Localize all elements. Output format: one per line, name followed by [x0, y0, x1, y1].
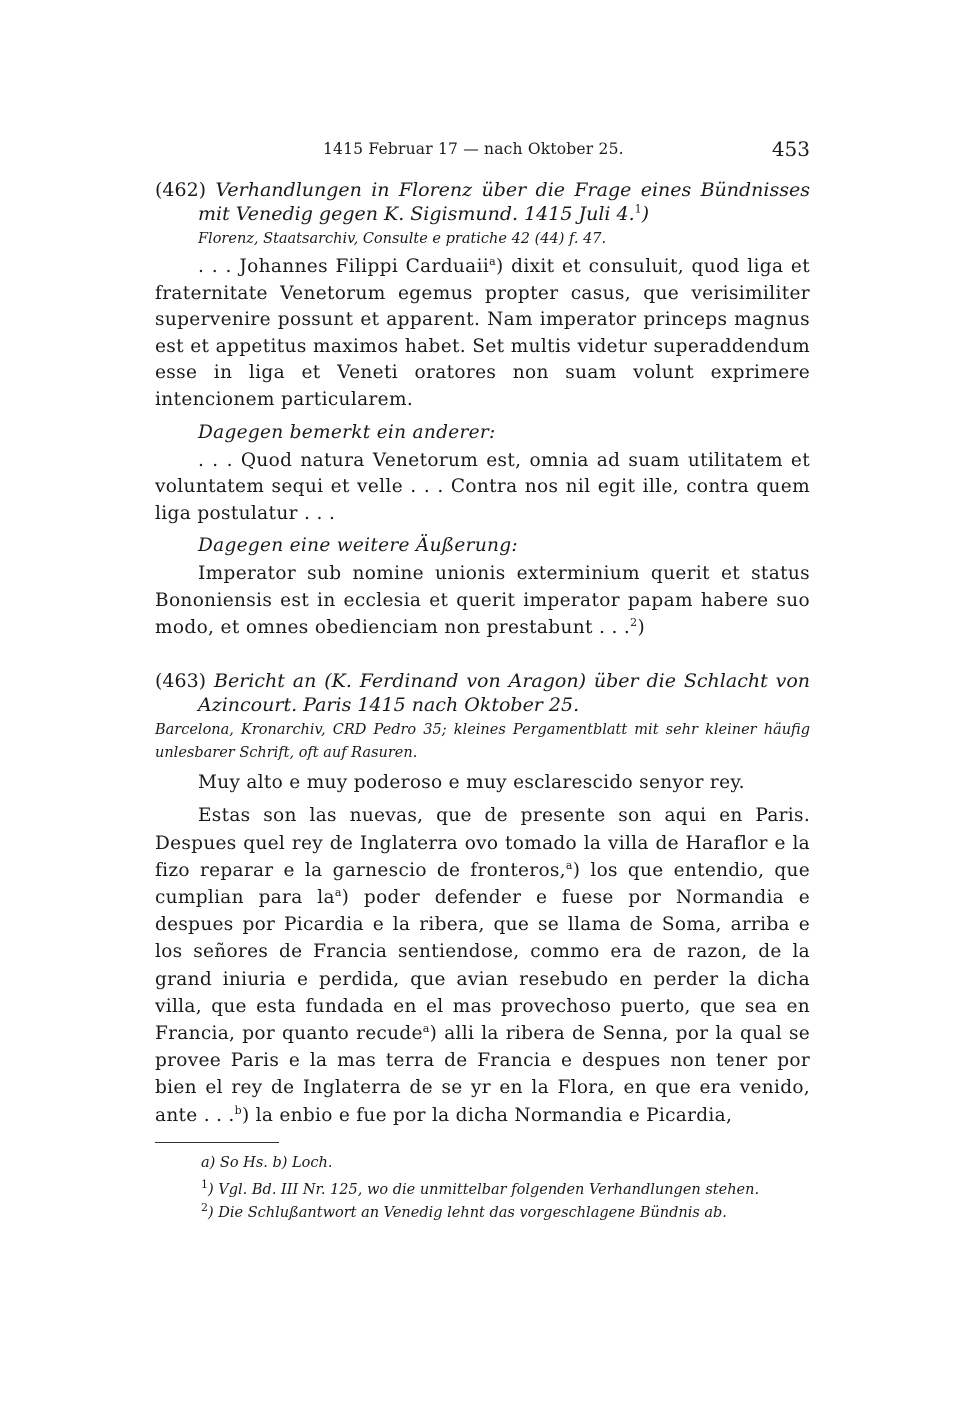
entry-462-paragraph-1	[155, 254, 810, 414]
entry-462-title: Verhandlungen in Florenz über die Frage eines Bündnisses mit Venedig gegen K. Sigismund. 1415 Juli 4.	[198, 179, 810, 225]
textual-notes: a) So Hs. b) Loch.	[201, 1155, 333, 1171]
paragraph-text: . . . Johannes Filippi Carduaii	[198, 256, 490, 277]
paragraph-text: ) los que entendio, que cumplian para la	[155, 859, 810, 908]
paragraph-text: )	[637, 616, 646, 638]
note-mark: a	[334, 885, 342, 899]
entry-462-paragraph-3	[155, 561, 810, 641]
paragraph-text: ) alli la ribera de Senna, por la qual se provee Paris e la mas terra de Francia e despues non tener por bien el rey de Inglaterra de se yr en la Flora, en que era venido, ante . . .	[155, 1022, 810, 1126]
entry-462-title-note: 1	[634, 202, 642, 216]
footnotes	[155, 1152, 810, 1225]
footnote-rule	[155, 1142, 279, 1143]
entry-463-salutation: Muy alto e muy poderoso e muy esclarescido senyor rey.	[198, 772, 745, 794]
note-mark: 2	[630, 615, 638, 629]
note-mark: a	[565, 858, 573, 872]
entry-462-paragraph-2: . . . Quod natura Venetorum est, omnia ad suam utilitatem et voluntatem sequi et velle . . . Contra nos nil egit ille, contra quem liga postulatur . . .	[155, 449, 810, 524]
footnote-mark: 2	[201, 1201, 208, 1215]
paragraph-text: Estas son las nuevas, que de presente son aqui en Paris. Despues quel rey de Inglaterra ovo tomado la villa de Haraflor e la fizo reparar e la garnescio de fronteros,	[155, 805, 810, 881]
paragraph-text: ) poder defender e fuese por Normandia e despues por Picardia e la ribera, que se llama de Soma, arriba e los señores de Francia sentiendose, commo era de razon, de la grand iniuria e perdida, que avian resebudo en perder la dicha villa, que esta fundada en el mas provechoso puerto, que sea en Francia, por quanto recude	[155, 886, 810, 1044]
page-number: 453	[771, 137, 810, 161]
footnote-text: ) Die Schlußantwort an Venedig lehnt das vorgeschlagene Bündnis ab.	[208, 1205, 727, 1221]
note-mark: a	[489, 254, 497, 268]
main-text	[155, 178, 810, 1129]
entry-463-paragraph	[155, 802, 810, 1128]
entry-463-heading	[155, 669, 810, 717]
paragraph-text: Imperator sub nomine unionis exterminium querit et status Bononiensis est in ecclesia et querit imperator papam habere suo modo, et omnes obedienciam non prestabunt . . .	[155, 563, 810, 638]
entry-462-subheading-2: Dagegen eine weitere Äußerung:	[198, 535, 518, 557]
entry-463-title: Bericht an (K. Ferdinand von Aragon) über die Schlacht von Azincourt. Paris 1415 nach Oktober 25.	[198, 670, 811, 717]
entry-463-source: Barcelona, Kronarchiv, CRD Pedro 35; kleines Pergamentblatt mit sehr kleiner häufig unlesbarer Schrift, oft auf Rasuren.	[155, 722, 810, 762]
footnote-1	[155, 1179, 810, 1202]
paragraph-text: ) dixit et consuluit, quod liga et fraternitate Venetorum egemus propter casus, que verisimiliter supervenire possunt et apparent. Nam imperator princeps magnus est et appetitus maximos habet. Set multis videtur superaddendum esse in liga et Veneti oratores non suam volunt exprimere intencionem particularem.	[155, 256, 810, 410]
page-header	[155, 137, 810, 166]
footnote-text: ) Vgl. Bd. III Nr. 125, wo die unmittelbar folgenden Verhandlungen stehen.	[208, 1182, 760, 1198]
running-head: 1415 Februar 17 — nach Oktober 25.	[323, 140, 624, 158]
entry-462-title-close: )	[641, 203, 650, 225]
entry-462-source: Florenz, Staatsarchiv, Consulte e pratiche 42 (44) f. 47.	[198, 231, 607, 247]
entry-462-heading	[155, 178, 810, 226]
note-mark: a	[422, 1021, 430, 1035]
footnote-mark: 1	[201, 1178, 208, 1192]
entry-spacer	[155, 641, 810, 669]
paragraph-text: ) la enbio e fue por la dicha Normandia e Picardia,	[241, 1104, 733, 1126]
entry-462-subheading-1: Dagegen bemerkt ein anderer:	[198, 421, 496, 443]
entry-463-number: (463)	[155, 670, 207, 693]
note-mark: b	[234, 1103, 242, 1117]
entry-462-number: (462)	[155, 179, 207, 201]
footnote-2	[155, 1202, 810, 1225]
